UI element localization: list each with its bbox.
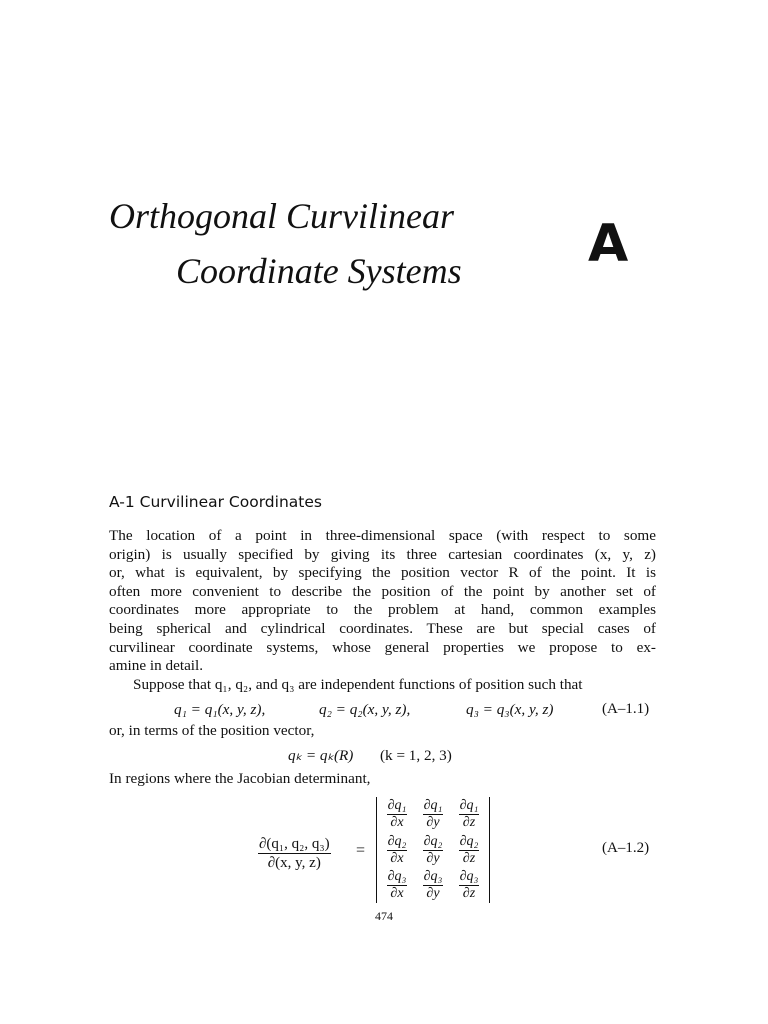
- paragraph-line: curvilinear coordinate systems, whose general properties we propose to ex-: [109, 638, 656, 656]
- cell-numerator: ∂q₃: [387, 869, 407, 884]
- matrix-cell: [417, 799, 449, 830]
- matrix-cell: [417, 835, 449, 866]
- chapter-title-line-2: Coordinate Systems: [176, 251, 462, 291]
- paragraph-line: origin) is usually specified by giving its three cartesian coordinates (x, y, z): [109, 545, 656, 563]
- cell-denominator: ∂x: [390, 851, 404, 866]
- equation-a11-label: (A–1.1): [602, 701, 650, 717]
- paragraph-line: often more convenient to describe the position of the point by another set of: [109, 582, 656, 600]
- paragraph-intro: [109, 527, 656, 676]
- chapter-letter: A: [588, 214, 629, 274]
- matrix-cell: [453, 870, 485, 901]
- section-heading: A-1 Curvilinear Coordinates: [109, 493, 322, 511]
- matrix-cell: [381, 870, 413, 901]
- paragraph-line: amine in detail.: [109, 657, 204, 675]
- cell-numerator: ∂q₂: [459, 834, 479, 849]
- jacobian-lhs-numerator: ∂(q₁, q₂, q₃): [259, 836, 330, 852]
- paragraph-line: The location of a point in three-dimensional space (with respect to some: [109, 527, 656, 544]
- cell-numerator: ∂q₂: [387, 834, 407, 849]
- cell-denominator: ∂z: [462, 851, 476, 866]
- cell-denominator: ∂z: [462, 886, 476, 901]
- jacobian-lhs: [258, 836, 331, 871]
- matrix-cell: [381, 835, 413, 866]
- page-number: 474: [375, 909, 393, 923]
- cell-numerator: ∂q₃: [459, 869, 479, 884]
- cell-numerator: ∂q₁: [387, 798, 407, 813]
- cell-denominator: ∂y: [426, 886, 440, 901]
- cell-numerator: ∂q₁: [423, 798, 443, 813]
- cell-denominator: ∂x: [390, 815, 404, 830]
- matrix-cell: [417, 870, 449, 901]
- cell-denominator: ∂x: [390, 886, 404, 901]
- text-position-vector: or, in terms of the position vector,: [109, 722, 315, 739]
- paragraph-line: coordinates more appropriate to the problem at hand, common examples: [109, 601, 656, 619]
- equation-a12-label: (A–1.2): [602, 840, 650, 856]
- paragraph-line: or, what is equivalent, by specifying the position vector R of the point. It is: [109, 564, 656, 582]
- jacobian-lhs-denominator: ∂(x, y, z): [267, 855, 321, 871]
- equation-qk: qₖ = qₖ(R): [288, 747, 354, 764]
- cell-numerator: ∂q₃: [423, 869, 443, 884]
- matrix-cell: [381, 799, 413, 830]
- cell-numerator: ∂q₂: [423, 834, 443, 849]
- paragraph-suppose: Suppose that q₁, q₂, and q₃ are independent functions of position such that: [133, 676, 583, 693]
- equation-a11-part1: q₁ = q₁(x, y, z),: [174, 701, 266, 718]
- cell-denominator: ∂y: [426, 815, 440, 830]
- cell-denominator: ∂y: [426, 851, 440, 866]
- paragraph-line: being spherical and cylindrical coordinates. These are but special cases of: [109, 619, 656, 637]
- equation-a11-part3: q₃ = q₃(x, y, z): [466, 701, 554, 718]
- equation-a11-part2: q₂ = q₂(x, y, z),: [319, 701, 411, 718]
- jacobian-determinant: [376, 797, 490, 903]
- matrix-cell: [453, 799, 485, 830]
- cell-denominator: ∂z: [462, 815, 476, 830]
- chapter-title-line-1: Orthogonal Curvilinear: [109, 196, 455, 236]
- jacobian-equals: =: [356, 842, 366, 859]
- text-jacobian: In regions where the Jacobian determinant,: [109, 770, 371, 787]
- equation-qk-condition: (k = 1, 2, 3): [380, 747, 452, 764]
- matrix-cell: [453, 835, 485, 866]
- cell-numerator: ∂q₁: [459, 798, 479, 813]
